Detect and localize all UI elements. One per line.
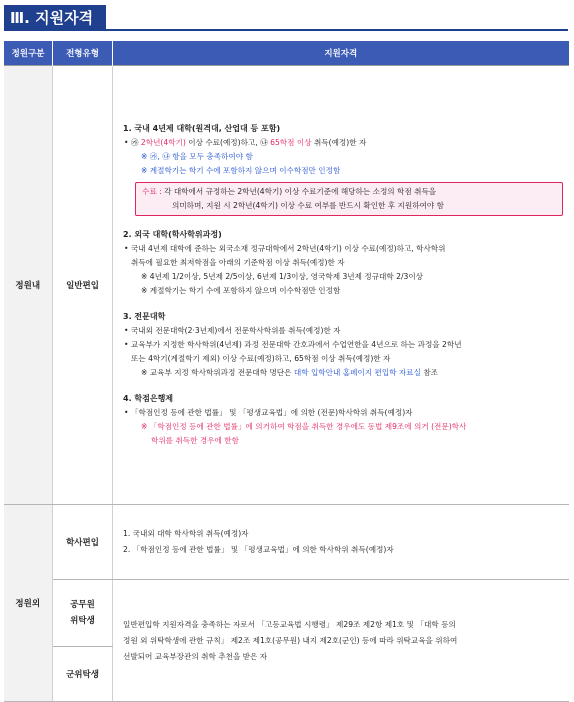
bachelor-transfer-eligibility: 1. 국내외 대학 학사학위 취득(예정)자 2. 「학점인정 등에 관한 법률」 및 「평생교육법」에 의한 학사학위 취득(예정)자 bbox=[113, 505, 569, 580]
trainee-eligibility: 일반편입학 지원자격을 충족하는 자로서 「고등교육법 시행령」 제29조 제2항 제1호 및 「대학 등의 정원 외 위탁학생에 관한 규칙」 제2조 제1호(공무원) 내지 제2호(군인) 등에 따라 위탁교육을 위하여 선발되어 교육부장관의 취학 추천을 받은 자 bbox=[113, 580, 569, 702]
s1-title: 1. 국내 4년제 대학(원격대, 산업대 등 포함) bbox=[123, 124, 281, 133]
eligibility-table bbox=[3, 41, 569, 702]
table-row-bachelor-transfer bbox=[4, 505, 569, 580]
s3-note: ※ 교육부 지정 학사학위과정 전문대학 명단은 대학 입학안내 홈페이지 편입학 자료실 참조 bbox=[141, 368, 439, 377]
type-military-trainee: 군위탁생 bbox=[53, 647, 113, 702]
s2-title: 2. 외국 대학(학사학위과정) bbox=[123, 230, 222, 239]
type-general-transfer: 일반편입 bbox=[53, 66, 113, 505]
s1-bullet: • ㉮ 2학년(4학기) 이상 수료(예정)하고, ㉯ 65학점 이상 취득(예정)한 자 bbox=[124, 138, 367, 147]
section-title: Ⅲ. 지원자격 bbox=[4, 5, 106, 31]
s4-title: 4. 학점은행제 bbox=[123, 394, 174, 403]
s2-bullet: • 국내 4년제 대학에 준하는 외국소재 정규대학에서 2학년(4학기) 이상 수료(예정)하고, 학사학위 취득에 필요한 최저학점을 아래의 기준학점 이상 취득(예정)한 자 bbox=[124, 244, 446, 267]
s1-note-2: ※ 계절학기는 학기 수에 포함하지 않으며 이수학점만 인정함 bbox=[141, 166, 341, 175]
s4-bullet: • 「학점인정 등에 관한 법률」 및 「평생교육법」에 의한 (전문)학사학위 취득(예정)자 bbox=[124, 408, 413, 417]
type-bachelor-transfer: 학사편입 bbox=[53, 505, 113, 580]
col-header-quota: 정원구분 bbox=[4, 41, 53, 66]
quota-out-of-quota: 정원외 bbox=[4, 505, 53, 702]
completion-definition-box: 수료 : 각 대학에서 규정하는 2학년(4학기) 이상 수료기준에 해당하는 소정의 학점 취득을 의미하며, 지원 시 2학년(4학기) 이상 수료 여부를 반드시 확인한 후 지원하여야 함 bbox=[135, 182, 563, 216]
s3-bullet-2: • 교육부가 지정한 학사학위(4년제) 과정 전문대학 간호과에서 수업연한을 4년으로 하는 과정을 2학년 또는 4학기(계절학기 제외) 이상 수료(예정)하고, 65학점 이상 취득(예정)한 자 bbox=[124, 340, 462, 363]
s2-note-2: ※ 계절학기는 학기 수에 포함하지 않으며 이수학점만 인정함 bbox=[141, 286, 341, 295]
quota-in-quota: 정원내 bbox=[4, 66, 53, 505]
col-header-type: 전형유형 bbox=[53, 41, 113, 66]
s4-note: ※ 「학점인정 등에 관한 법률」에 의거하여 학점을 취득한 경우에도 동법 제9조에 의거 (전문)학사 학위를 취득한 경우에 한함 bbox=[141, 422, 467, 445]
table-header-row bbox=[4, 41, 569, 66]
col-header-eligibility: 지원자격 bbox=[113, 41, 569, 66]
table-row-civil-servant bbox=[4, 580, 569, 647]
s1-note-1: ※ ㉮, ㉯ 항을 모두 충족하여야 함 bbox=[141, 152, 253, 161]
s2-note-1: ※ 4년제 1/2이상, 5년제 2/5이상, 6년제 1/3이상, 영국학제 3년제 정규대학 2/3이상 bbox=[141, 272, 424, 281]
table-row-in-quota bbox=[4, 66, 569, 505]
section-title-underline bbox=[106, 29, 568, 31]
s3-bullet-1: • 국내외 전문대학(2·3년제)에서 전문학사학위를 취득(예정)한 자 bbox=[124, 326, 341, 335]
type-civil-servant-trainee: 공무원 위탁생 bbox=[53, 580, 113, 647]
s3-title: 3. 전문대학 bbox=[123, 312, 166, 321]
homepage-reference: 대학 입학안내 홈페이지 편입학 자료실 bbox=[293, 368, 421, 377]
general-transfer-eligibility bbox=[113, 66, 569, 505]
box-label: 수료 : bbox=[142, 187, 162, 196]
